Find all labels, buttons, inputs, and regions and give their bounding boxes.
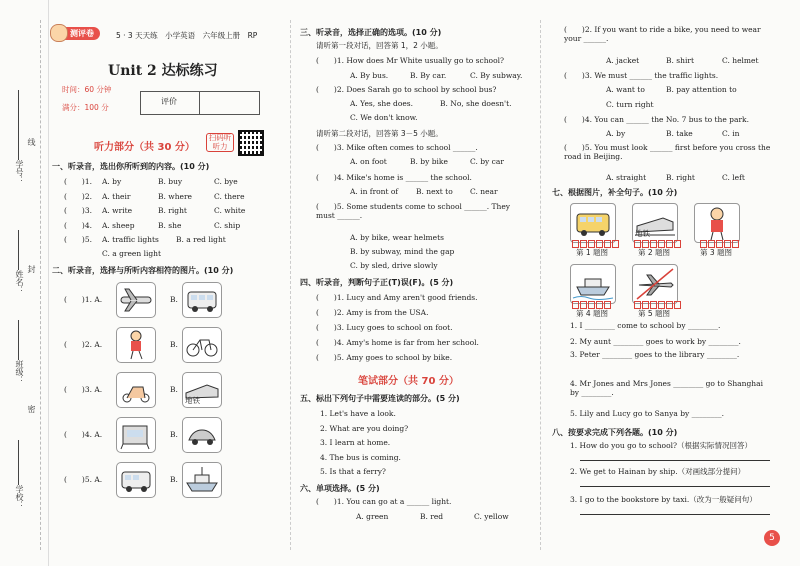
bus-picture[interactable] [182, 282, 222, 318]
bus-picture[interactable] [116, 462, 156, 498]
fill-sentence: 2. My aunt ________ goes to work by ________. [570, 337, 741, 346]
evaluation-box: 评价 [140, 91, 260, 115]
q6-2: ( )2. If you want to ride a bike, you need to wear your ______. [564, 25, 761, 43]
q6-2-c[interactable]: C. helmet [722, 56, 759, 65]
q3-1-b[interactable]: B. By car. [410, 71, 447, 80]
plane-thumb [632, 264, 678, 304]
section8-title: 八、按要求完成下列各题。(10 分) [552, 428, 678, 437]
question-number: ( )5. [64, 235, 93, 244]
option-a[interactable]: A. write [102, 206, 133, 215]
q6-4-b[interactable]: B. take [666, 129, 693, 138]
q6-1-b[interactable]: B. red [420, 512, 444, 521]
car-picture[interactable] [182, 417, 222, 453]
subway-thumb [632, 203, 678, 243]
pic-label-5: 第 5 题图 [638, 309, 671, 318]
option-b-label: B. [170, 475, 178, 484]
school-bus-thumb [570, 203, 616, 243]
section3-intro2: 请听第二段对话，回答第 3－5 小题。 [316, 129, 443, 138]
test-badge: 测评卷 [52, 27, 100, 40]
listening-part-title: 听力部分（共 30 分） [94, 142, 195, 153]
option-c[interactable]: C. there [214, 191, 245, 201]
q3-2-a[interactable]: A. Yes, she does. [350, 99, 414, 108]
binding-gutter [0, 0, 49, 566]
section2-title: 二、听录音，选择与所听内容相符的图片。(10 分) [52, 266, 234, 275]
option-c[interactable]: C. a green light [102, 249, 162, 258]
task-item: 2. We get to Hainan by ship.（对画线部分提问） [570, 467, 746, 476]
qr-code[interactable] [238, 130, 264, 156]
question-number: ( )3. [64, 206, 93, 215]
qr-hint: 扫码听听力 [206, 133, 234, 152]
section3-title: 三、听录音，选择正确的选项。(10 分) [300, 28, 442, 37]
ship-picture[interactable] [182, 462, 222, 498]
section1-title: 一、听录音，选出你所听到的内容。(10 分) [52, 162, 210, 171]
q6-4: ( )4. You can ______ the No. 7 bus to the park. [564, 115, 749, 124]
pic-label-2: 第 2 题图 [638, 248, 671, 257]
option-c[interactable]: C. ship [214, 220, 241, 230]
q3-5-b[interactable]: B. by subway, mind the gap [350, 247, 455, 256]
answer-boxes-2 [634, 240, 681, 246]
time-info: 时间：60 分钟 [62, 85, 112, 94]
question-number: ( )1. A. [64, 295, 103, 304]
q3-2-c[interactable]: C. We don't know. [350, 113, 418, 122]
option-c[interactable]: C. white [214, 206, 246, 215]
question-number: ( )4. [64, 220, 93, 230]
answer-line[interactable] [580, 514, 770, 515]
q3-4-b[interactable]: B. next to [416, 187, 453, 196]
judge-item: ( )5. Amy goes to school by bike. [316, 353, 453, 362]
cut-line-label: 线 [27, 138, 36, 146]
q6-1: ( )1. You can go at a ______ light. [316, 497, 452, 506]
boy-thumb [694, 203, 740, 243]
page-number: 5 [764, 530, 780, 546]
option-b-label: B. [170, 385, 178, 394]
answer-boxes-1 [572, 240, 619, 246]
question-number: ( )4. A. [64, 430, 103, 439]
score-info: 满分：100 分 [62, 103, 109, 112]
section7-title: 七、根据图片，补全句子。(10 分) [552, 188, 678, 197]
linking-item: 1. Let's have a look. [320, 409, 396, 418]
judge-item: ( )1. Lucy and Amy aren't good friends. [316, 293, 478, 302]
option-b[interactable]: B. she [158, 220, 182, 230]
option-b[interactable]: B. a red light [176, 235, 226, 244]
answer-boxes-4 [572, 301, 611, 307]
class-label: 班级： [15, 360, 24, 384]
q3-4-a[interactable]: A. in front of [350, 187, 399, 196]
option-b-label: B. [170, 430, 178, 439]
q3-1: ( )1. How does Mr White usually go to school? [316, 56, 505, 65]
bike-picture[interactable] [182, 327, 222, 363]
q6-3-c[interactable]: C. turn right [606, 100, 654, 109]
q6-5: ( )5. You must look ______ first before you cross the road in Beijing. [564, 143, 771, 161]
pic-label-4: 第 4 题图 [576, 309, 609, 318]
plane-picture[interactable] [116, 282, 156, 318]
q6-1-a[interactable]: A. green [356, 512, 389, 521]
answer-line[interactable] [580, 486, 770, 487]
school-label: 学校： [15, 485, 24, 509]
seal2-label: 密 [27, 405, 36, 413]
option-b-label: B. [170, 340, 178, 349]
q3-3-c[interactable]: C. by car [470, 157, 504, 166]
option-b-label: B. [170, 295, 178, 304]
fill-sentence: 3. Peter ________ goes to the library ________. [570, 350, 740, 359]
q6-4-c[interactable]: C. in [722, 129, 740, 138]
section5-title: 五、标出下列句子中需要连读的部分。(5 分) [300, 394, 460, 403]
answer-boxes-3 [700, 240, 739, 246]
train-picture[interactable] [116, 417, 156, 453]
q3-5: ( )5. Some students come to school ______. They must ______. [316, 202, 511, 220]
section4-title: 四、听录音，判断句子正(T)误(F)。(5 分) [300, 278, 454, 287]
q3-3: ( )3. Mike often comes to school ______. [316, 143, 478, 152]
question-number: ( )3. A. [64, 385, 103, 394]
q3-5-c[interactable]: C. by sled, drive slowly [350, 261, 438, 270]
q3-2: ( )2. Does Sarah go to school by school bus? [316, 85, 497, 94]
section6-title: 六、单项选择。(5 分) [300, 484, 380, 493]
task-item: 3. I go to the bookstore by taxi.（改为一般疑问句） [570, 495, 757, 504]
option-a[interactable]: A. traffic lights [102, 235, 159, 244]
q6-5-a[interactable]: A. straight [606, 173, 647, 182]
header-info: 5 · 3 天天练 小学英语 六年级上册 RP [116, 31, 258, 40]
option-b[interactable]: B. buy [158, 177, 183, 186]
judge-item: ( )2. Amy is from the USA. [316, 308, 429, 317]
unit-title: Unit 2 达标练习 [108, 63, 218, 79]
q3-1-a[interactable]: A. By bus. [350, 71, 389, 80]
mascot-icon [50, 24, 68, 42]
q6-5-b[interactable]: B. right [666, 173, 695, 182]
linking-item: 4. The bus is coming. [320, 452, 401, 462]
answer-boxes-5 [634, 301, 681, 307]
writing-part-title: 笔试部分（共 70 分） [358, 376, 459, 387]
q6-1-c[interactable]: C. yellow [474, 512, 509, 521]
q3-4: ( )4. Mike's home is ______ the school. [316, 173, 472, 182]
q3-3-a[interactable]: A. on foot [350, 157, 387, 166]
fill-sentence: 5. Lily and Lucy go to Sanya by ________. [570, 409, 725, 418]
judge-item: ( )3. Lucy goes to school on foot. [316, 323, 453, 332]
option-b[interactable]: B. where [158, 191, 192, 201]
option-a[interactable]: A. their [102, 191, 131, 201]
q6-5-c[interactable]: C. left [722, 173, 745, 182]
q6-2-b[interactable]: B. shirt [666, 56, 694, 65]
scooter-picture[interactable] [116, 372, 156, 408]
q3-1-c[interactable]: C. By subway. [470, 71, 523, 80]
fill-sentence: 4. Mr Jones and Mrs Jones ________ go to Shanghai by ________. [570, 379, 763, 397]
q6-3-b[interactable]: B. pay attention to [666, 85, 737, 94]
subway-label: 地铁 [185, 396, 200, 405]
q6-2-a[interactable]: A. jacket [606, 56, 640, 65]
ferry-thumb [570, 264, 616, 304]
option-a[interactable]: A. by [102, 177, 122, 186]
name-label: 姓名： [15, 270, 24, 294]
subway-text: 地铁 [635, 229, 650, 238]
linking-item: 2. What are you doing? [320, 423, 409, 433]
option-c[interactable]: C. bye [214, 177, 238, 186]
question-number: ( )1. [64, 177, 93, 186]
answer-line[interactable] [580, 460, 770, 461]
pic-label-1: 第 1 题图 [576, 248, 609, 257]
subway-train-picture[interactable] [182, 372, 222, 408]
student-number-label: 学号： [15, 160, 24, 184]
question-number: ( )5. A. [64, 475, 103, 484]
pic-label-3: 第 3 题图 [700, 248, 733, 257]
q3-4-c[interactable]: C. near [470, 187, 498, 196]
q3-2-b[interactable]: B. No, she doesn't. [440, 99, 512, 108]
question-number: ( )2. A. [64, 340, 103, 349]
q6-3: ( )3. We must ______ the traffic lights. [564, 71, 719, 80]
q3-5-a[interactable]: A. by bike, wear helmets [350, 233, 444, 242]
q3-3-b[interactable]: B. by bike [410, 157, 448, 166]
option-b[interactable]: B. right [158, 206, 187, 215]
linking-item: 5. Is that a ferry? [320, 467, 386, 476]
seal-label: 封 [27, 265, 36, 273]
task-item: 1. How do you go to school?（根据实际情况回答） [570, 441, 753, 450]
question-number: ( )2. [64, 191, 93, 201]
linking-item: 3. I learn at home. [320, 438, 391, 447]
section3-intro1: 请听第一段对话，回答第 1，2 小题。 [316, 41, 443, 50]
judge-item: ( )4. Amy's home is far from her school. [316, 338, 479, 347]
option-a[interactable]: A. sheep [102, 220, 135, 230]
fill-sentence: 1. I ________ come to school by ________. [570, 321, 721, 330]
q6-4-a[interactable]: A. by [606, 129, 626, 138]
q6-3-a[interactable]: A. want to [606, 85, 645, 94]
boy-walking-picture[interactable] [116, 327, 156, 363]
